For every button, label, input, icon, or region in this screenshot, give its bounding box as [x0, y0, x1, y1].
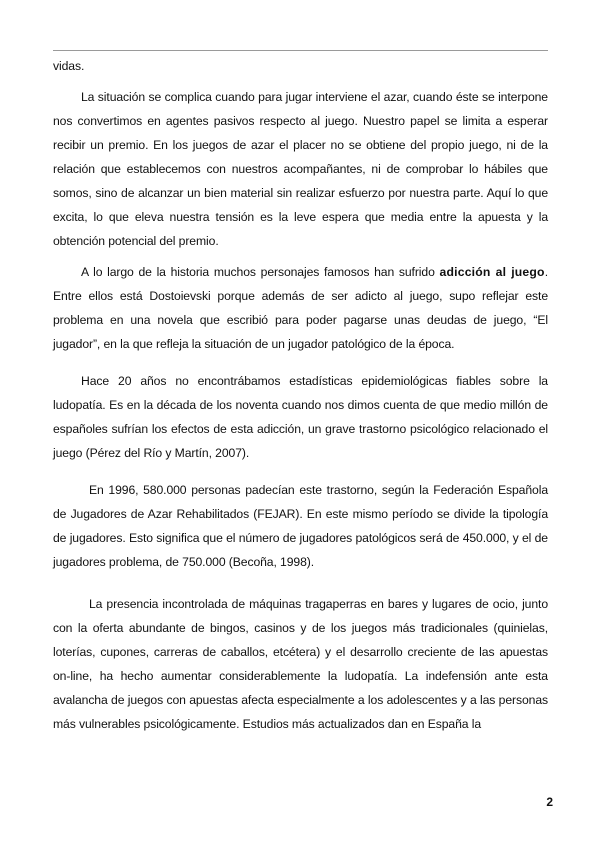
body-text [53, 54, 548, 736]
paragraph-estadisticas: Hace 20 años no encontrábamos estadísticas epidemiológicas fiables sobre la ludopatía. Es en la década de los noventa cuando nos dimos cuenta de que medio millón de españoles sufrían los efectos de esta adicción, un grave trastorno psicológico relacionado el juego (Pérez del Río y Martín, 2007). [53, 374, 548, 460]
paragraph-1996: En 1996, 580.000 personas padecían este trastorno, según la Federación Española de Jugadores de Azar Rehabilitados (FEJAR). En este mismo período se divide la tipología de jugadores. Esto significa que el número de jugadores patológicos será de 450.000, y el de jugadores problema, de 750.000 (Becoña, 1998). [53, 483, 548, 569]
paragraph-historia [53, 260, 548, 356]
paragraph-continuation: vidas. [53, 59, 85, 73]
paragraph-azar: La situación se complica cuando para jugar interviene el azar, cuando éste se interpone nos convertimos en agentes pasivos respecto al juego. Nuestro papel se limita a esperar recibir un premio. En los juegos de azar el placer no se obtiene del propio juego, ni de la relación que establecemos con nuestros acompañantes, ni de comprobar lo hábiles que somos, sino de alcanzar un bien material sin realizar esfuerzo por nuestra parte. Aquí lo que excita, lo que eleva nuestra tensión es la leve espera que media entre la apuesta y la obtención potencial del premio. [53, 90, 548, 248]
page-number: 2 [546, 795, 553, 809]
paragraph-maquinas: La presencia incontrolada de máquinas tragaperras en bares y lugares de ocio, junto con la oferta abundante de bingos, casinos y de los juegos más tradicionales (quinielas, loterías, cupones, carreras de caballos, etcétera) y el desarrollo creciente de las apuestas on-line, ha hecho aumentar considerablemente la ludopatía. La indefensión ante esta avalancha de juegos con apuestas afecta especialmente a los adolescentes y a las personas más vulnerables psicológicamente. Estudios más actualizados dan en España la [53, 597, 548, 731]
adiccion-al-juego-term: adicción al juego [439, 265, 545, 279]
paragraph-historia-start: A lo largo de la historia muchos personajes famosos han sufrido [81, 265, 440, 279]
header-divider [53, 50, 548, 51]
paragraph-historia-end: . Entre ellos está Dostoievski porque además de ser adicto al juego, supo reflejar este problema en una novela que escribió para poder pagarse unas deudas de juego, “El jugador”, en la que refleja la situación de un jugador patológico de la época. [53, 265, 548, 351]
